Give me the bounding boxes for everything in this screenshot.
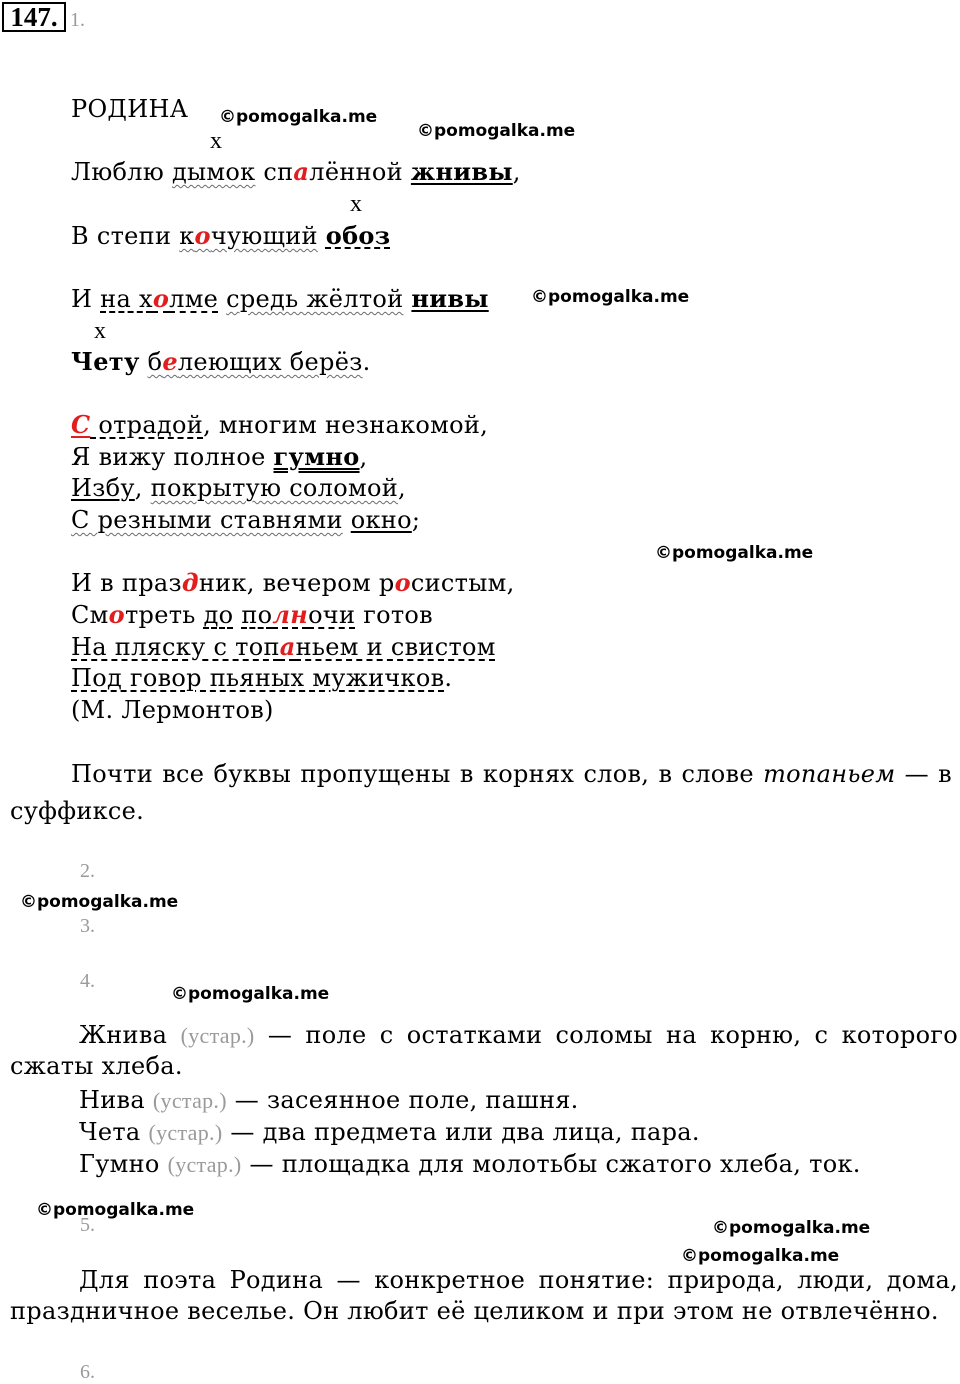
glossary-entry	[79, 1084, 579, 1117]
poem-line	[71, 156, 521, 188]
text: Люблю	[71, 158, 172, 186]
item-number-1: 1.	[70, 9, 85, 31]
term: Гумно	[79, 1150, 160, 1178]
poem-line	[71, 631, 496, 663]
watermark: ©pomogalka.me	[20, 892, 179, 912]
inserted-letter: о	[394, 568, 411, 597]
text: И в праз	[71, 569, 182, 597]
text: .	[444, 664, 453, 692]
text: до	[203, 601, 234, 629]
text: жнивы	[410, 157, 513, 186]
text: средь жёлтой	[226, 285, 404, 313]
label: (устар.)	[180, 1023, 255, 1048]
text: окно	[350, 506, 412, 534]
watermark: ©pomogalka.me	[681, 1246, 840, 1266]
text: по	[241, 601, 273, 629]
text: на х	[100, 285, 153, 313]
text: очи	[308, 601, 356, 629]
mark-x: x	[94, 318, 106, 344]
watermark: ©pomogalka.me	[171, 984, 330, 1004]
text: ник, вечером р	[198, 569, 395, 597]
text: гумно	[273, 442, 360, 471]
inserted-letter: о	[194, 221, 211, 250]
text: ньем и свистом	[295, 633, 496, 661]
text: лме	[169, 285, 219, 313]
mark-x: x	[350, 191, 362, 217]
text: Почти все буквы пропущены в корнях слов, в слове	[71, 760, 764, 788]
text: топаньем	[763, 760, 896, 788]
text	[318, 222, 326, 250]
text: треть	[124, 601, 204, 629]
poem-line	[71, 220, 390, 252]
mark-x: x	[210, 128, 222, 154]
text: , многим незнакомой,	[203, 411, 489, 439]
task-number-badge: 147.	[2, 2, 66, 32]
text: покрытую соломой	[150, 474, 398, 502]
poem-title: РОДИНА	[71, 95, 189, 123]
text: дымок	[171, 158, 256, 186]
text: И	[71, 285, 101, 313]
text: С резными ставнями	[71, 506, 343, 534]
item-number-4: 4.	[80, 970, 95, 992]
text: .	[362, 348, 371, 376]
poem-line	[71, 662, 452, 694]
text: ,	[398, 474, 406, 502]
text	[179, 222, 318, 250]
text: ,	[512, 158, 521, 186]
inserted-letter: а	[279, 632, 296, 661]
inserted-letter: е	[162, 347, 178, 376]
poem-line	[71, 567, 515, 599]
inserted-letter: д	[181, 568, 199, 597]
text: готов	[355, 601, 433, 629]
term: Нива	[79, 1086, 145, 1114]
label: (устар.)	[167, 1152, 242, 1177]
text: отрадой	[90, 411, 204, 439]
text: ,	[134, 474, 151, 502]
label: (устар.)	[152, 1088, 227, 1113]
text	[241, 601, 355, 629]
watermark: ©pomogalka.me	[417, 121, 576, 141]
watermark: ©pomogalka.me	[219, 107, 378, 127]
item-number-6: 6.	[80, 1361, 95, 1383]
watermark: ©pomogalka.me	[531, 287, 690, 307]
text: обоз	[325, 221, 391, 250]
term: Чета	[79, 1118, 141, 1146]
text: — в суффиксе.	[10, 760, 952, 825]
text: к	[179, 222, 195, 250]
text	[148, 348, 363, 376]
inserted-letter: о	[152, 284, 170, 313]
text: ,	[359, 443, 368, 471]
item-number-2: 2.	[80, 860, 95, 882]
watermark: ©pomogalka.me	[655, 543, 814, 563]
text: Под говор пьяных мужичков	[71, 664, 445, 692]
text	[343, 506, 351, 534]
glossary-entry	[10, 1020, 958, 1081]
text: леющих берёз	[177, 348, 363, 376]
answer-paragraph: Для поэта Родина — конкретное понятие: природа, люди, дома, праздничное веселье. Он любит её целиком и при этом не отвлечённо.	[10, 1266, 958, 1325]
definition: — два предмета или два лица, пара.	[222, 1118, 700, 1146]
text: ;	[411, 506, 421, 534]
inserted-letter: лн	[272, 600, 309, 629]
label: (устар.)	[148, 1120, 223, 1145]
text: лённой	[309, 158, 411, 186]
text: На пляску с топ	[71, 633, 280, 661]
poem-line	[71, 409, 488, 441]
poem-author: (М. Лермонтов)	[71, 696, 274, 724]
poem-line	[71, 504, 420, 536]
inserted-letter: а	[293, 157, 310, 186]
item-number-3: 3.	[80, 915, 95, 937]
watermark: ©pomogalka.me	[712, 1218, 871, 1238]
item-number-5: 5.	[80, 1214, 95, 1236]
text: систым,	[410, 569, 515, 597]
text: сп	[255, 158, 294, 186]
glossary-entry	[79, 1116, 700, 1149]
text	[218, 285, 226, 313]
poem-line	[71, 441, 367, 473]
watermark: ©pomogalka.me	[36, 1200, 195, 1220]
text	[71, 633, 496, 661]
poem-line	[71, 283, 489, 315]
inserted-letter: о	[108, 600, 125, 629]
poem-line	[71, 472, 406, 504]
glossary-entry	[79, 1148, 861, 1181]
term: Жнива	[79, 1021, 168, 1049]
text: Я вижу полное	[71, 443, 274, 471]
note-paragraph	[10, 756, 952, 830]
poem-line	[71, 346, 371, 378]
text: Избу	[71, 474, 135, 502]
text: В степи	[71, 222, 180, 250]
text: Чету	[71, 347, 140, 376]
definition: — площадка для молотьбы сжатого хлеба, ток.	[241, 1150, 861, 1178]
definition: — засеянное поле, пашня.	[226, 1086, 579, 1114]
text: б	[147, 348, 163, 376]
text: нивы	[411, 284, 489, 313]
text: чующий	[210, 222, 318, 250]
poem-line	[71, 599, 433, 631]
text	[140, 348, 148, 376]
inserted-letter: С	[71, 410, 91, 439]
text	[100, 285, 218, 313]
text: См	[71, 601, 109, 629]
definition: — поле с остатками соломы на корню, с которого сжаты хлеба.	[10, 1021, 958, 1080]
